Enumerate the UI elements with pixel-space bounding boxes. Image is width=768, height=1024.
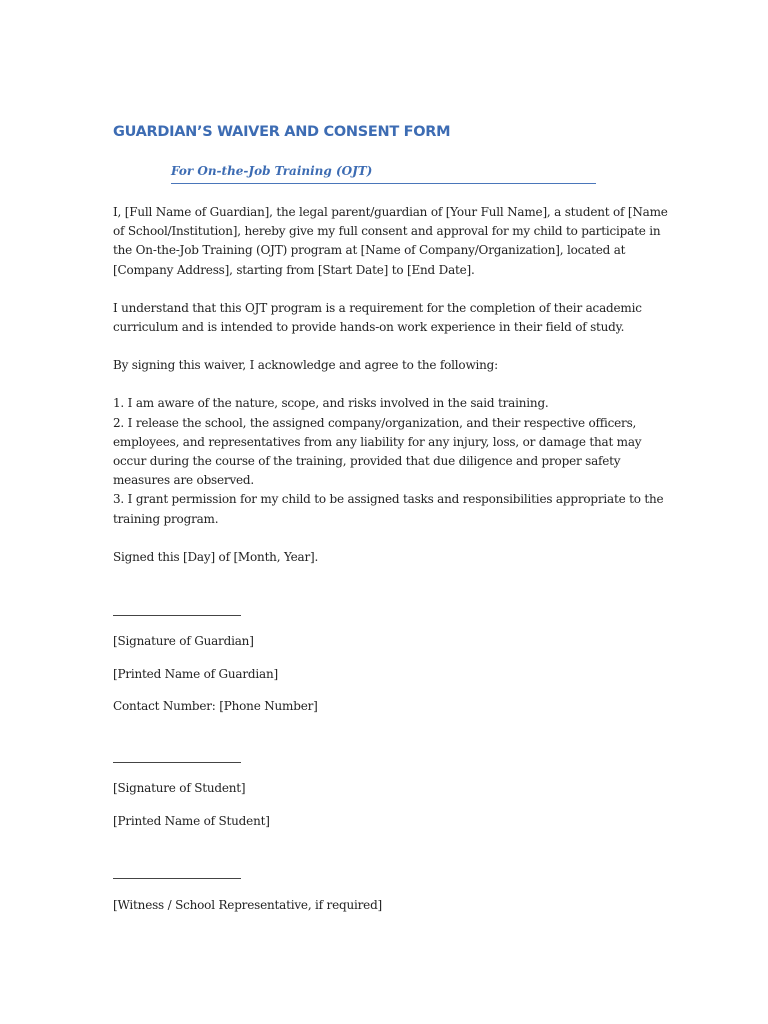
guardian-contact-number: Contact Number: [Phone Number] [113, 699, 318, 713]
witness-signature-line [113, 878, 241, 879]
acknowledgement-intro: By signing this waiver, I acknowledge and agree to the following: [113, 358, 499, 373]
requirement-paragraph: I understand that this OJT program is a requirement for the completion of their academic curriculum and is intended to provide hands-on work experience in their field of study. [113, 300, 642, 335]
guardian-signature-line [113, 615, 241, 616]
terms-item-1: 1. I am aware of the nature, scope, and risks involved in the said training. [113, 396, 549, 411]
witness-label: [Witness / School Representative, if required] [113, 898, 383, 912]
form-body [113, 203, 673, 586]
student-signature-label: [Signature of Student] [113, 781, 246, 795]
terms-item-3: 3. I grant permission for my child to be assigned tasks and responsibilities appropriate to the training program. [113, 492, 664, 526]
guardian-signature-label: [Signature of Guardian] [113, 634, 254, 648]
terms-list [113, 394, 673, 528]
form-subtitle: For On-the-Job Training (OJT) [171, 163, 596, 184]
signed-date-line: Signed this [Day] of [Month, Year]. [113, 549, 319, 564]
student-signature-line [113, 762, 241, 763]
terms-item-2: 2. I release the school, the assigned company/organization, and their respective officers, employees, and representatives from any liability for any injury, loss, or damage that may occur during the course of the training, provided that due diligence and proper safety measures are observed. [113, 415, 642, 488]
form-title: GUARDIAN’S WAIVER AND CONSENT FORM [113, 124, 451, 140]
guardian-printed-name: [Printed Name of Guardian] [113, 667, 278, 681]
consent-paragraph: I, [Full Name of Guardian], the legal parent/guardian of [Your Full Name], a student of [Name of School/Institution], hereby give my full consent and approval for my child to participate in the On-the-Job Training (OJT) program at [Name of Company/Organization], located at [Company Address], starting from [Start Date] to [End Date]. [113, 205, 668, 277]
student-printed-name: [Printed Name of Student] [113, 814, 270, 828]
